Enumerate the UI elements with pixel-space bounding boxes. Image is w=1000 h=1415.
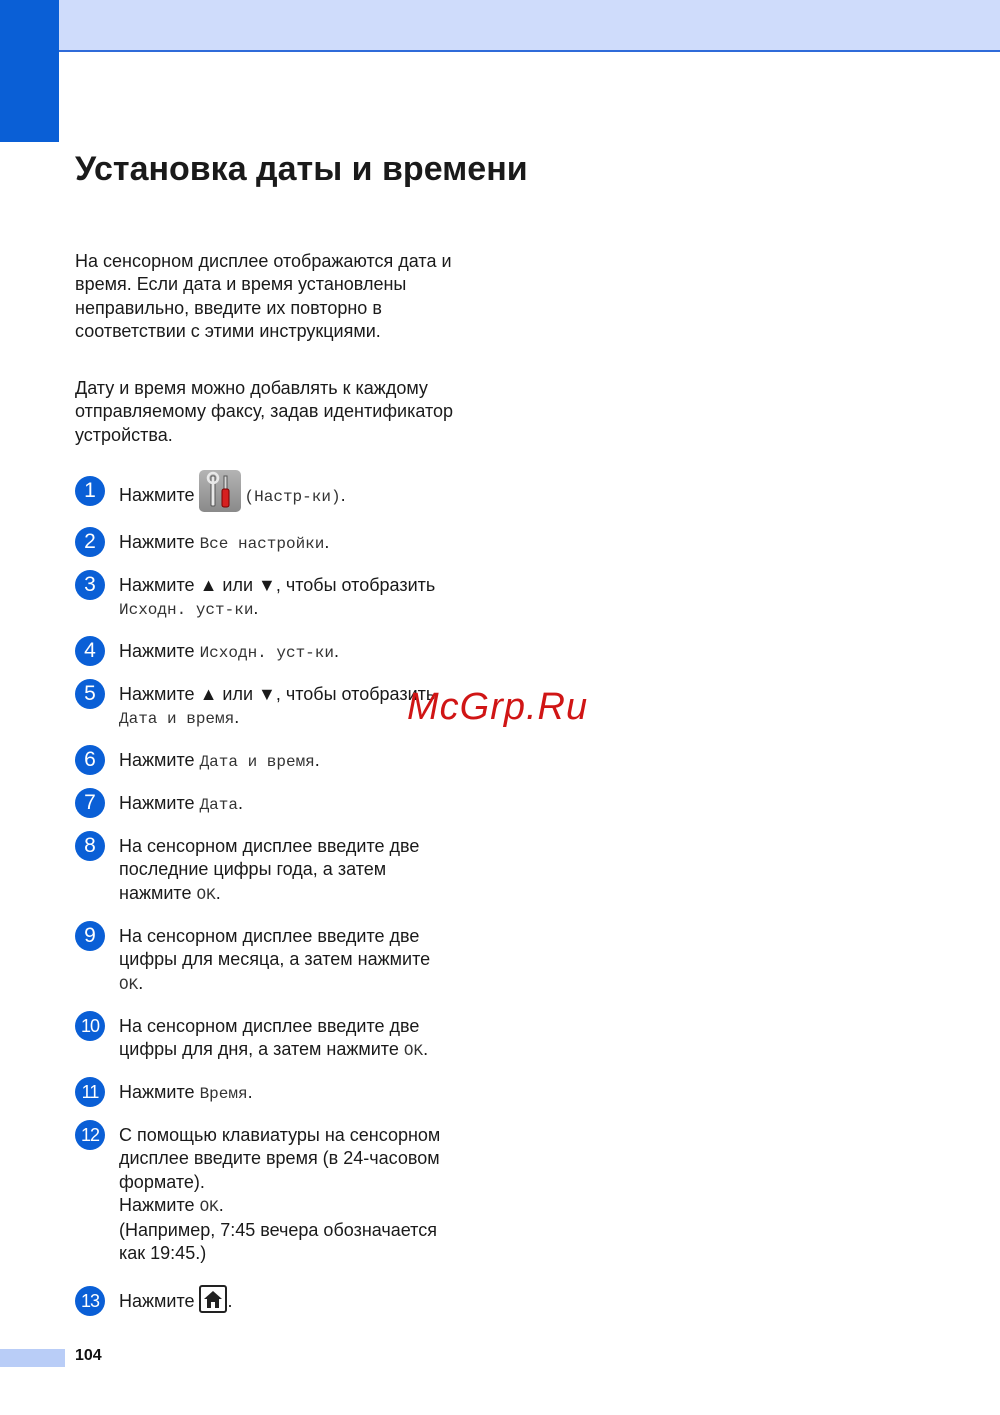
menu-code: Исходн. уст-ки xyxy=(199,644,334,662)
intro-paragraph-1: На сенсорном дисплее отображаются дата и время. Если дата и время установлены неправильно, введите их повторно в соответствии с этими инструкциями. xyxy=(75,251,452,341)
arrow-up-icon: ▲ xyxy=(199,684,218,704)
step-number: 3 xyxy=(75,570,105,600)
header-band xyxy=(59,0,1000,52)
step-number: 6 xyxy=(75,745,105,775)
menu-code: Дата и время xyxy=(119,710,235,729)
menu-code: Дата xyxy=(199,796,238,814)
page-title: Установка даты и времени xyxy=(75,150,528,188)
step-number: 13 xyxy=(75,1286,105,1316)
page-number: 104 xyxy=(75,1347,102,1364)
footer-band xyxy=(0,1349,65,1367)
arrow-up-icon: ▲ xyxy=(199,575,218,595)
step-number: 1 xyxy=(75,476,105,506)
intro-paragraph-2: Дату и время можно добавлять к каждому отправляемому факсу, задав идентификатор устройства. xyxy=(75,378,454,445)
tools-icon[interactable] xyxy=(199,470,241,512)
arrow-down-icon: ▼ xyxy=(258,575,276,595)
watermark: McGrp.Ru xyxy=(407,686,589,728)
step-number: 7 xyxy=(75,788,105,818)
menu-code: (Настр-ки) xyxy=(244,487,341,506)
menu-code: OK xyxy=(119,975,139,994)
step-number: 12 xyxy=(75,1120,105,1150)
step-verb: Нажмите xyxy=(119,484,195,505)
arrow-down-icon: ▼ xyxy=(258,684,276,704)
menu-code: OK xyxy=(403,1042,424,1061)
step-number: 10 xyxy=(75,1011,105,1041)
home-icon[interactable] xyxy=(199,1285,227,1313)
step-number: 2 xyxy=(75,527,105,557)
step-number: 9 xyxy=(75,921,105,951)
menu-code: Все настройки xyxy=(199,535,325,553)
chapter-tab xyxy=(0,0,59,142)
menu-code: OK xyxy=(199,1197,219,1216)
step-number: 5 xyxy=(75,679,105,709)
step-number: 8 xyxy=(75,831,105,861)
menu-code: Исходн. уст-ки xyxy=(119,601,254,620)
menu-code: Время xyxy=(199,1085,248,1103)
step-number: 4 xyxy=(75,636,105,666)
menu-code: Дата и время xyxy=(199,753,315,771)
step-number: 11 xyxy=(75,1077,105,1107)
menu-code: OK xyxy=(196,885,216,904)
